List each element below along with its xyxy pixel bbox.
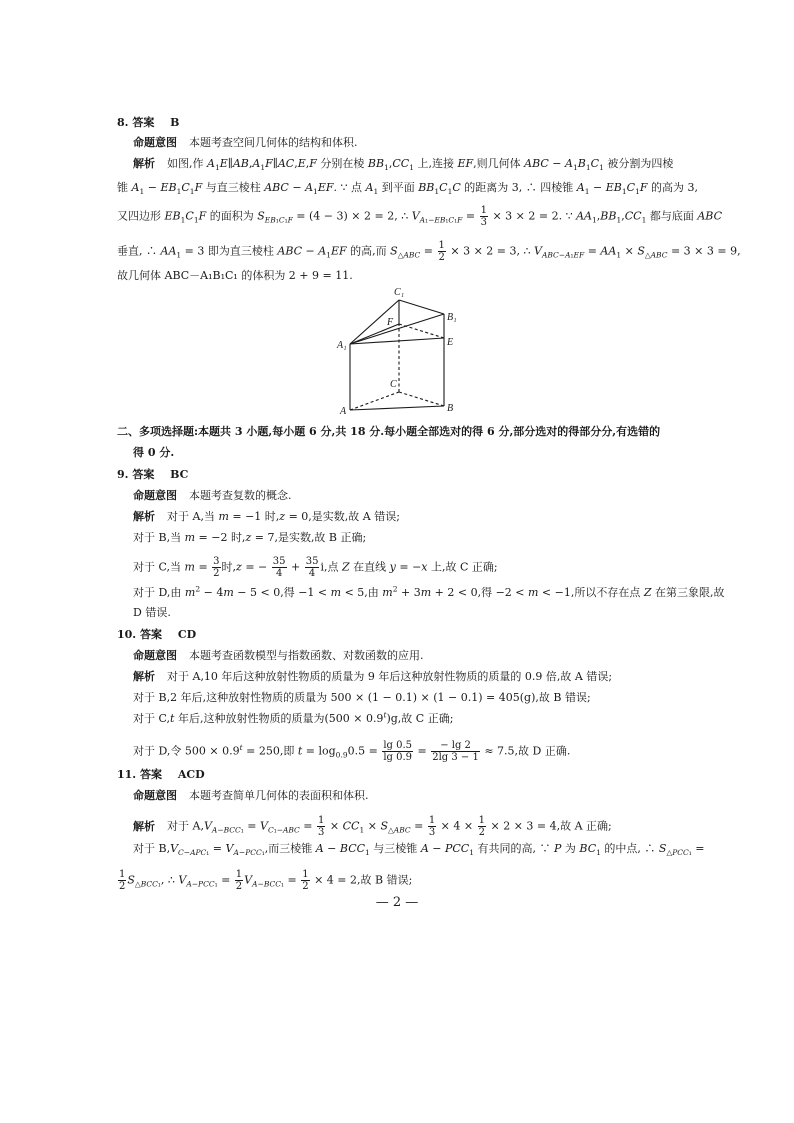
q9-analysis-line-4: 对于 D,由 $m^2 - 4m - 5 < 0$,得 −1 < m < 5,由 $m^2 + 3m + 2 < 0$,得 −2 < m < −1,所以不存在点 Z 在第三象限,故 bbox=[133, 584, 725, 599]
edge-c1-b1 bbox=[399, 300, 444, 314]
q8-intent-label: 命题意图 bbox=[133, 136, 177, 149]
q11-analysis-line-1: 解析 对于 $A,V_{A-BCC_1} = V_{C_1-ABC}$ = $\frac{1}{3}$ × $CC_1 \times S_{\triangle ABC}$ = $\frac{1}{3}$ × 4 × $\frac{1}{2}$ × 2 × 3 = 4,故 A 正确; bbox=[133, 815, 612, 838]
q10-analysis-line-3: 对于 C,t 年后,这种放射性物质的质量为$(500 \times 0.9^t)g$,故 C 正确; bbox=[133, 710, 454, 725]
edge-a1-b1 bbox=[350, 314, 444, 344]
q9-analysis-line-2: 对于 B,当 m = −2 时,z = 7,是实数,故 B 正确; bbox=[133, 531, 367, 544]
q9-answer: BC bbox=[170, 468, 189, 481]
q8-intent-text: 本题考查空间几何体的结构和体积. bbox=[189, 136, 358, 149]
q10-intent-text: 本题考查函数模型与指数函数、对数函数的应用. bbox=[189, 649, 424, 662]
q8-conclusion: 故几何体 ABC－A₁B₁C₁ 的体积为 2 + 9 = 11. bbox=[117, 269, 353, 282]
label-f: F bbox=[387, 317, 394, 328]
q10-analysis-line-4: 对于 D,令 $500 \times 0.9^t = 250$,即 $t = \log_{0.9}0.5$ = $\frac{\lg 0.5}{\lg 0.9}$ = $\frac{- \lg 2}{2\lg 3 - 1}$ ≈ 7.5,故 D 正确. bbox=[133, 740, 571, 763]
q11-intent-label: 命题意图 bbox=[133, 789, 177, 802]
q11-answer-line bbox=[117, 768, 205, 782]
q11-number: 11. 答案 bbox=[117, 768, 162, 781]
q8-analysis-line-4: 垂直, ∴ $AA_1 = 3$ 即为直三棱柱 ABC − $A_1EF$ 的高,而 $S_{\triangle ABC}$ = $\frac{1}{2}$ × 3 × 2 = 3, ∴ $V_{ABC-A_1EF} = AA_1 \times S_{\triangle ABC} = 3 \times 3 = 9$, bbox=[117, 240, 741, 263]
section2-title-line-2: 得 0 分. bbox=[133, 446, 175, 459]
q10-analysis-line-1 bbox=[133, 670, 612, 684]
q10-intent-label: 命题意图 bbox=[133, 649, 177, 662]
q9-analysis-label: 解析 bbox=[133, 510, 155, 523]
label-a1: A₁ bbox=[337, 340, 347, 351]
edge-a1-e bbox=[350, 338, 444, 344]
label-e: E bbox=[447, 337, 454, 348]
label-a: A bbox=[340, 406, 347, 416]
q11-answer: ACD bbox=[177, 768, 205, 781]
edge-c-b bbox=[399, 392, 444, 406]
page-number: — 2 — bbox=[375, 895, 419, 910]
q9-analysis-line-5: D 错误. bbox=[133, 606, 171, 619]
q9-number: 9. 答案 bbox=[117, 468, 155, 481]
label-b: B bbox=[447, 403, 454, 414]
q9-intent-text: 本题考查复数的概念. bbox=[189, 489, 292, 502]
q8-number: 8. 答案 bbox=[117, 116, 155, 129]
edge-a-c bbox=[350, 392, 399, 410]
section2-title-line-1: 二、多项选择题:本题共 3 小题,每小题 6 分,共 18 分.每小题全部选对的得 6 分,部分选对的得部分分,有选错的 bbox=[117, 425, 661, 438]
q10-intent bbox=[133, 649, 424, 663]
q11-analysis-line-3: $\frac{1}{2}$ $S_{\triangle BCC_1}$, ∴ $V_{A-PCC_1}$ = $\frac{1}{2}$ $V_{A-BCC_1}$ = $\frac{1}{2}$ × 4 = 2,故 B 错误; bbox=[119, 869, 413, 892]
label-c1: C₁ bbox=[394, 287, 405, 298]
q9-intent bbox=[133, 489, 292, 503]
q9-analysis-line-3: 对于 C,当 m = $\frac{3}{2}$ 时,z = − $\frac{35}{4}$ + $\frac{35}{4}$ i,点 Z 在直线 y = −x 上,故 C 正确; bbox=[133, 556, 498, 579]
q8-analysis-label: 解析 bbox=[133, 157, 155, 170]
label-b1: B₁ bbox=[447, 312, 457, 323]
q8-analysis-line-1: 解析 如图,作 $A_1E\parallel AB,A_1F\parallel AC,E,F$ 分别在棱 $BB_1,CC_1$ 上,连接 EF,则几何体 ABC − $A_1B_1C_1$ 被分割为四棱 bbox=[133, 157, 674, 173]
q10-line-a: 对于 A,10 年后这种放射性物质的质量为 9 年后这种放射性物质的质量的 0.9 倍,故 A 错误; bbox=[167, 670, 613, 683]
q10-analysis-line-2: 对于 B,2 年后,这种放射性物质的质量为 500 × (1 − 0.1) × (1 − 0.1) = 405(g),故 B 错误; bbox=[133, 691, 591, 704]
q8-answer: B bbox=[170, 116, 180, 129]
edge-f-e bbox=[399, 324, 444, 338]
q8-analysis-line-3: 又四边形 $EB_1C_1F$ 的面积为 $S_{EB_1C_1F} = (4 - 3) \times 2 = 2$, ∴ $V_{A_1-EB_1C_1F}$ = $\frac{1}{3}$ × 3 × 2 = 2. ∵ $AA_1,BB_1,CC_1$ 都与底面 ABC bbox=[117, 205, 722, 228]
q10-answer-line bbox=[117, 628, 196, 642]
q9-intent-label: 命题意图 bbox=[133, 489, 177, 502]
prism-figure bbox=[336, 284, 466, 416]
q11-intent bbox=[133, 789, 369, 803]
q10-answer: CD bbox=[177, 628, 197, 641]
q8-intent bbox=[133, 136, 358, 150]
edge-a-b bbox=[350, 406, 444, 410]
q10-number: 10. 答案 bbox=[117, 628, 162, 641]
q11-intent-text: 本题考查简单几何体的表面积和体积. bbox=[189, 789, 369, 802]
label-c: C bbox=[390, 379, 397, 390]
q11-analysis-line-2: 对于 $B,V_{C-APC_1} = V_{A-PCC_1}$,而三棱锥 $A - BCC_1$ 与三棱锥 $A - PCC_1$ 有共同的高, ∵ P 为 $BC_1$ 的中点, ∴ $S_{\triangle PCC_1}$ = bbox=[133, 842, 705, 858]
q9-answer-line bbox=[117, 468, 188, 482]
q8-answer-line bbox=[117, 116, 179, 130]
q9-analysis-line-1: 解析 对于 A,当 m = −1 时,z = 0,是实数,故 A 错误; bbox=[133, 510, 400, 523]
q11-analysis-label: 解析 bbox=[133, 819, 155, 833]
q8-analysis-line-2: 锥 $A_1 - EB_1C_1F$ 与直三棱柱 ABC − $A_1EF$. ∵ 点 $A_1$ 到平面 $BB_1C_1C$ 的距离为 3, ∴ 四棱锥 $A_1 - EB_1C_1F$ 的高为 3, bbox=[117, 181, 698, 197]
q10-analysis-label: 解析 bbox=[133, 670, 155, 683]
